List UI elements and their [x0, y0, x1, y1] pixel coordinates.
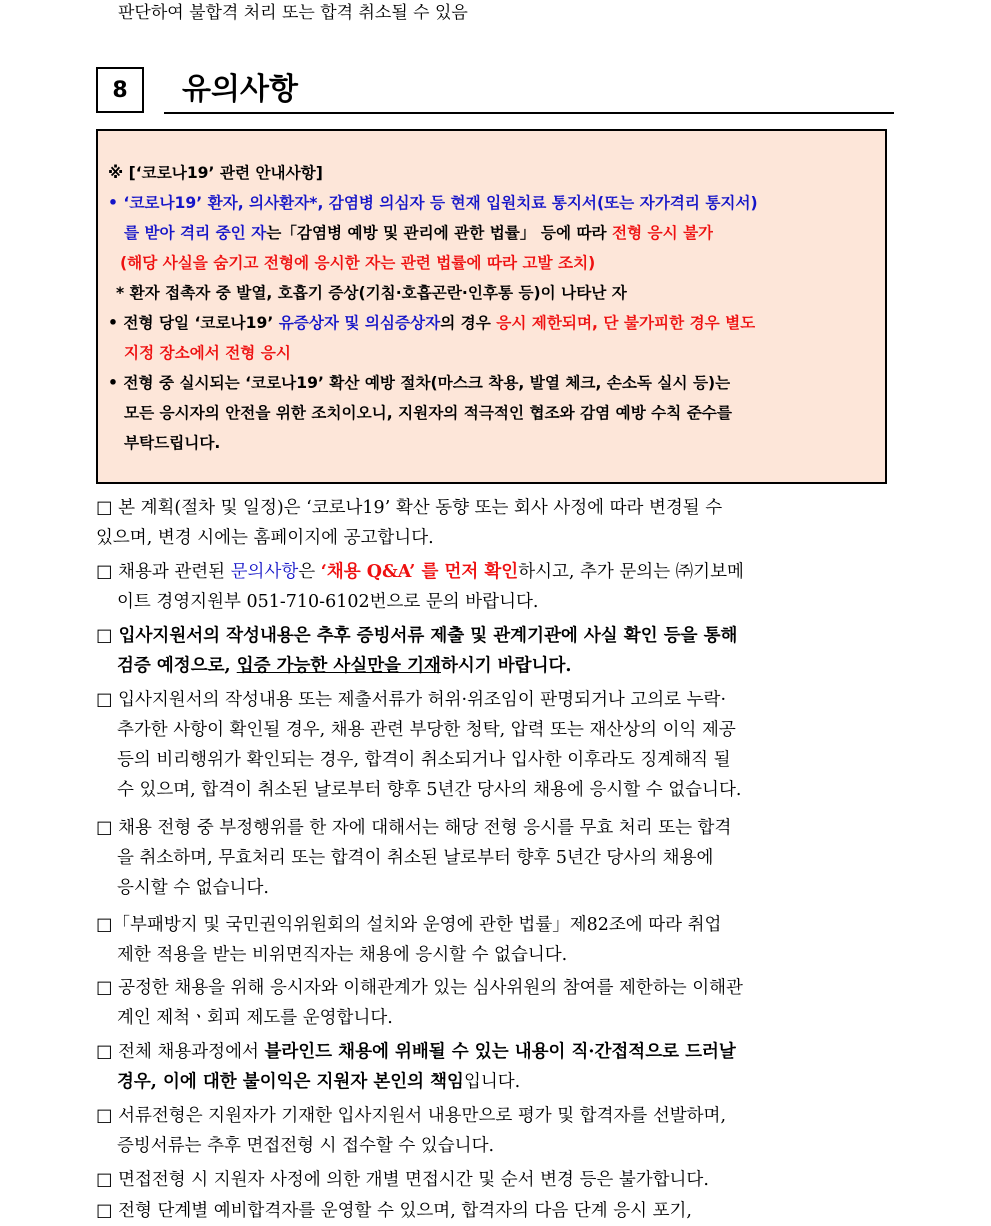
qa-highlight: ‘채용 Q&A’ 를 먼저 확인 [320, 562, 519, 582]
p2-text-a: □ 채용과 관련된 [96, 562, 231, 582]
p9-line-2: 증빙서류는 추후 면접전형 시 접수할 수 있습니다. [117, 1136, 495, 1156]
p8-line-2 [96, 1067, 896, 1097]
p8-text-a: □ 전체 채용과정에서 [96, 1042, 265, 1062]
p11-line-1: □ 전형 단계별 예비합격자를 운영할 수 있으며, 합격자의 다음 단계 응시 포기, [96, 1201, 692, 1221]
paragraph-verification [96, 621, 896, 681]
paragraph-false-info [96, 685, 896, 805]
covid-notice-box [96, 129, 887, 484]
p4-line-2: 추가한 사항이 확인될 경우, 채용 관련 부당한 청탁, 압력 또는 재산상의 이익 제공 [117, 720, 736, 740]
notice-bullet-1-line-1: • ‘코로나19’ 환자, 의사환자*, 감염병 의심자 등 현재 입원치료 통지서(또는 자가격리 통지서) [108, 194, 758, 212]
notice-header: ※ [‘코로나19’ 관련 안내사항] [108, 164, 323, 182]
paragraph-reserve-candidates [96, 1196, 896, 1226]
restriction-text: 응시 제한되며, 단 불가피한 경우 별도 [496, 314, 756, 332]
p2-line-1 [96, 557, 896, 587]
notice-bullet-3-line-2: 모든 응시자의 안전을 위한 조치이오니, 지원자의 적극적인 협조와 감염 예방 수칙 준수를 [124, 404, 732, 422]
paragraph-misconduct [96, 813, 896, 903]
notice-bullet-1-note: * 환자 접촉자 중 발열, 호흡기 증상(기침·호흡곤란·인후통 등)이 나타난 자 [116, 284, 627, 302]
p9-line-1: □ 서류전형은 지원자가 기재한 입사지원서 내용만으로 평가 및 합격자를 선발하며, [96, 1106, 727, 1126]
paragraph-fair-hiring [96, 973, 896, 1033]
exam-day-text: • 전형 당일 ‘코로나19’ [108, 314, 279, 332]
notice-bullet-3-line-3: 부탁드립니다. [124, 434, 221, 452]
paragraph-inquiry [96, 557, 896, 617]
p10-line-1: □ 면접전형 시 지원자 사정에 의한 개별 면접시간 및 순서 변경 등은 불가합니다. [96, 1170, 709, 1190]
p5-line-3: 응시할 수 없습니다. [117, 878, 269, 898]
p3-line-2 [96, 651, 896, 681]
section-title: 유의사항 [182, 72, 298, 107]
notice-bullet-1-line-2 [124, 218, 713, 248]
p8-bold-b: 경우, 이에 대한 불이익은 지원자 본인의 책임 [117, 1072, 464, 1092]
p2-line-2: 이트 경영지원부 051-710-6102번으로 문의 바랍니다. [117, 592, 539, 612]
p8-bold-a: 블라인드 채용에 위배될 수 있는 내용이 직·간접적으로 드러날 [264, 1042, 736, 1062]
symptomatic-text: 유증상자 및 의심증상자 [278, 314, 441, 332]
p5-line-1: □ 채용 전형 중 부정행위를 한 자에 대해서는 해당 전형 응시를 무효 처리 또는 합격 [96, 818, 732, 838]
p4-line-3: 등의 비리행위가 확인되는 경우, 합격이 취소되거나 입사한 이후라도 징계해직 될 [117, 750, 731, 770]
paragraph-interview-schedule [96, 1165, 896, 1195]
section-underline [164, 112, 894, 114]
p4-line-4: 수 있으며, 합격이 취소된 날로부터 향후 5년간 당사의 채용에 응시할 수 없습니다. [117, 780, 742, 800]
notice-bullet-1-line-3: (해당 사실을 숨기고 전형에 응시한 자는 관련 법률에 따라 고발 조치) [120, 254, 596, 272]
paragraph-blind-hiring [96, 1037, 896, 1097]
p4-line-1: □ 입사지원서의 작성내용 또는 제출서류가 허위·위조임이 판명되거나 고의로 누락· [96, 690, 727, 710]
p7-line-2: 계인 제척ㆍ회피 제도를 운영합니다. [117, 1008, 393, 1028]
p2-text-c: 하시고, 추가 문의는 ㈜기보메 [518, 562, 744, 582]
exam-ban-text: 전형 응시 불가 [612, 224, 714, 242]
p8-text-c: 입니다. [463, 1072, 521, 1092]
law-text: 는「감염병 예방 및 관리에 관한 법률」 등에 따라 [266, 224, 612, 242]
p7-line-1: □ 공정한 채용을 위해 응시자와 이해관계가 있는 심사위원의 참여를 제한하는 이해관 [96, 978, 743, 998]
top-continuation-text: 판단하여 불합격 처리 또는 합격 취소될 수 있음 [118, 3, 468, 23]
section-number: 8 [96, 67, 144, 113]
notice-bullet-2-line-1 [108, 308, 755, 338]
p6-line-2: 제한 적용을 받는 비위면직자는 채용에 응시할 수 없습니다. [117, 945, 568, 965]
p1-line-1: □ 본 계획(절차 및 일정)은 ‘코로나19’ 확산 동향 또는 회사 사정에 따라 변경될 수 [96, 498, 723, 518]
p3-text-b: 하시기 바랍니다. [440, 656, 572, 676]
p8-line-1 [96, 1037, 896, 1067]
paragraph-anti-corruption [96, 910, 896, 970]
p5-line-2: 을 취소하며, 무효처리 또는 합격이 취소된 날로부터 향후 5년간 당사의 채용에 [117, 848, 714, 868]
p3-text-a: 검증 예정으로, [117, 656, 237, 676]
quarantine-text: 를 받아 격리 중인 자 [124, 224, 267, 242]
paragraph-document-screening [96, 1101, 896, 1161]
p3-line-1: □ 입사지원서의 작성내용은 추후 증빙서류 제출 및 관계기관에 사실 확인 등을 통해 [96, 626, 738, 646]
notice-bullet-2-line-2: 지정 장소에서 전형 응시 [124, 344, 291, 362]
p6-line-1: □「부패방지 및 국민권익위원회의 설치와 운영에 관한 법률」제82조에 따라 취업 [96, 915, 722, 935]
p1-line-2: 있으며, 변경 시에는 홈페이지에 공고합니다. [96, 528, 434, 548]
p2-text-b: 은 [298, 562, 321, 582]
inquiry-highlight: 문의사항 [230, 562, 299, 582]
notice-bullet-3-line-1: • 전형 중 실시되는 ‘코로나19’ 확산 예방 절차(마스크 착용, 발열 체크, 손소독 실시 등)는 [108, 374, 731, 392]
paragraph-schedule-change [96, 493, 896, 553]
p3-underlined: 입증 가능한 사실만을 기재 [236, 656, 441, 676]
case-text: 의 경우 [440, 314, 497, 332]
